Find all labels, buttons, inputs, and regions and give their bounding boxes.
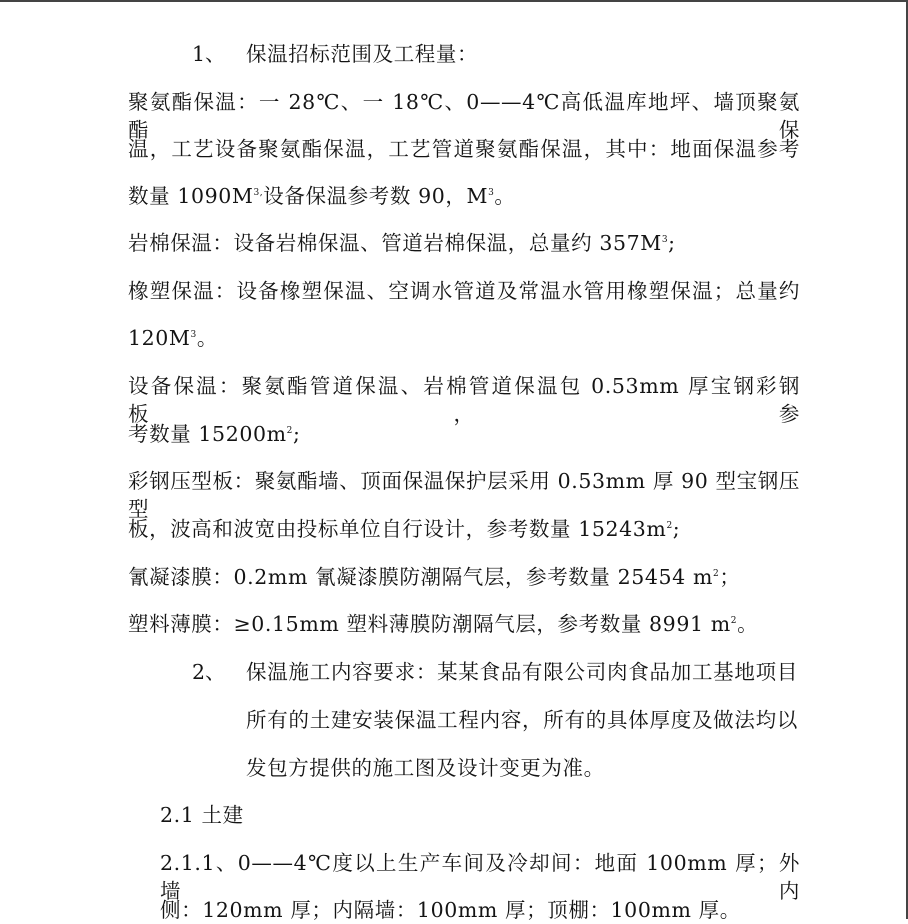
section-1-number: 1、 [192, 42, 226, 66]
paragraph-text: ； [719, 565, 741, 589]
section-1-title: 保温招标范围及工程量： [246, 42, 479, 66]
superscript: 3, [253, 188, 264, 199]
quantity-text: 设备保温参考数 90，M [263, 184, 489, 208]
quantity-text: 数量 1090M [128, 184, 254, 208]
paragraph-color-steel-line-2 [128, 515, 680, 543]
paragraph-text: ; [293, 422, 301, 446]
paragraph-text: 。 [196, 326, 218, 350]
paragraph-text: 塑料薄膜：≥0.15mm 塑料薄膜防潮隔气层，参考数量 8991 m [128, 612, 731, 636]
paragraph-polyurethane-line-2: 温，工艺设备聚氨酯保温，工艺管道聚氨酯保温，其中：地面保温参考 [128, 137, 800, 161]
paragraph-polyurethane-line-3 [128, 182, 516, 210]
paragraph-text: 120M [128, 326, 191, 350]
subsection-item-line-2: 侧：120mm 厚；内隔墙：100mm 厚；顶棚：100mm 厚。 [160, 898, 741, 922]
paragraph-rubber-plastic-line-1: 橡塑保温：设备橡塑保温、空调水管道及常温水管用橡塑保温；总量约 [128, 279, 800, 303]
subsection-item-line-1: 2.1.1、0——4℃度以上生产车间及冷却间：地面 100mm 厚；外墙内 [160, 851, 800, 903]
paragraph-color-steel-line-1: 彩钢压型板：聚氨酯墙、顶面保温保护层采用 0.53mm 厚 90 型宝钢压型 [128, 469, 800, 521]
superscript: 2 [730, 616, 738, 627]
superscript: 3 [190, 330, 197, 341]
paragraph-text: 。 [737, 612, 759, 636]
paragraph-rubber-plastic-line-2 [128, 324, 218, 352]
subsection-title: 2.1 土建 [160, 803, 244, 827]
quantity-text: 。 [494, 184, 516, 208]
superscript: 2 [712, 569, 720, 580]
superscript: 3 [488, 188, 495, 199]
paragraph-text: ; [672, 517, 681, 541]
paragraph-rock-wool [128, 229, 676, 257]
paragraph-text: 氰凝漆膜：0.2mm 氰凝漆膜防潮隔气层，参考数量 25454 m [128, 565, 713, 589]
paragraph-equipment-line-1: 设备保温：聚氨酯管道保温、岩棉管道保温包 0.53mm 厚宝钢彩钢板，参 [128, 374, 800, 426]
superscript: 3 [661, 235, 669, 246]
section-2-line-3: 发包方提供的施工图及设计变更为准。 [246, 756, 605, 780]
section-2-number: 2、 [192, 660, 226, 684]
section-2-line-1: 保温施工内容要求：某某食品有限公司肉食品加工基地项目 [246, 660, 798, 684]
paragraph-text: 岩棉保温：设备岩棉保温、管道岩棉保温，总量约 357M [128, 231, 662, 255]
paragraph-plastic-film [128, 610, 758, 638]
superscript: 2 [286, 426, 293, 437]
paragraph-text: ; [668, 231, 676, 255]
section-2-line-2: 所有的土建安装保温工程内容，所有的具体厚度及做法均以 [246, 708, 798, 732]
paragraph-lacquer-film [128, 563, 740, 591]
paragraph-equipment-line-2 [128, 420, 301, 448]
paragraph-text: 板，波高和波宽由投标单位自行设计，参考数量 15243m [128, 517, 667, 541]
paragraph-polyurethane-line-1: 聚氨酯保温：一 28℃、一 18℃、0——4℃高低温库地坪、墙顶聚氨酯保 [128, 90, 800, 142]
superscript: 2 [666, 521, 673, 532]
paragraph-text: 考数量 15200m [128, 422, 287, 446]
